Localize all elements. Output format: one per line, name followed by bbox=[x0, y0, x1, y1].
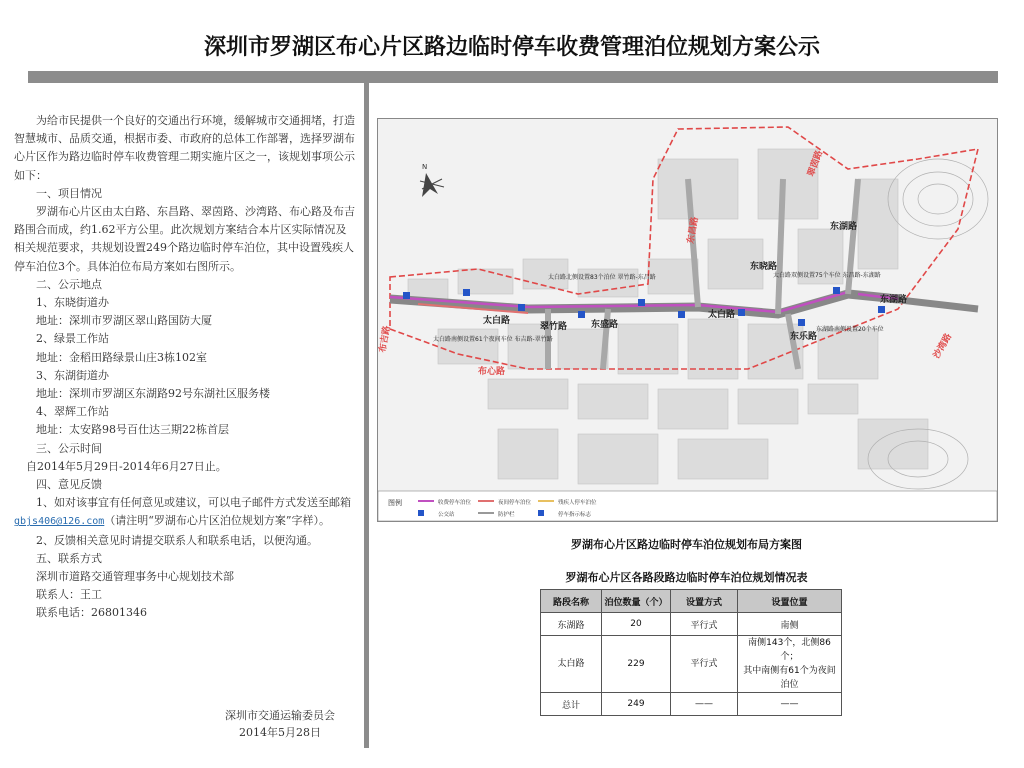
contact-phone: 联系电话：26801346 bbox=[36, 606, 147, 620]
road-label-buxin: 布心路 bbox=[478, 367, 506, 377]
site-1-name: 1、东晓街道办 bbox=[36, 296, 109, 310]
road-label-dongle: 东乐路 bbox=[790, 332, 818, 342]
page-title: 深圳市罗湖区布心片区路边临时停车收费管理泊位规划方案公示 bbox=[203, 35, 820, 60]
table-caption: 罗湖布心片区各路段路边临时停车泊位规划情况表 bbox=[565, 571, 808, 584]
road-label-cuiyin: 翠茵路 bbox=[806, 149, 826, 179]
site-4-name: 4、翠辉工作站 bbox=[36, 405, 109, 419]
legend-item-bus: 公交站 bbox=[438, 512, 455, 518]
map-note-2: 太白路南侧设置61个夜间车位 布吉路-翠竹路 bbox=[433, 336, 553, 343]
cell-count: 229 bbox=[602, 636, 671, 693]
table-row-total bbox=[541, 693, 842, 716]
cell-position: —— bbox=[738, 693, 842, 716]
cell-position-line-1: 南侧143个，北侧86个； bbox=[748, 638, 831, 662]
cell-road: 东湖路 bbox=[541, 613, 602, 636]
site-1-address: 地址：深圳市罗湖区翠山路国防大厦 bbox=[36, 314, 212, 328]
svg-text:N: N bbox=[422, 163, 428, 171]
legend-item-night: 夜间停车泊位 bbox=[498, 500, 532, 506]
cell-road: 太白路 bbox=[541, 636, 602, 693]
section-5-title: 五、联系方式 bbox=[36, 551, 102, 565]
notice-intro: 为给市民提供一个良好的交通出行环境，缓解城市交通拥堵，打造智慧城市、品质交通，根据市委、市政府的总体工作部署，选择罗湖布心片区作为路边临时停车收费管理二期实施片区之一，该规划事项公示如下： bbox=[14, 114, 355, 182]
map-note-3: 太白路双侧设置75个车位 东昌路-东湖路 bbox=[773, 272, 881, 279]
cell-position-line-2: 其中南侧有61个为夜间泊位 bbox=[743, 666, 836, 690]
parking-plan-table bbox=[540, 589, 842, 716]
feedback-1-text: 1、如对该事宜有任何意见或建议，可以电子邮件方式发送至邮箱 bbox=[36, 496, 351, 510]
road-label-dongxiao: 东晓路 bbox=[750, 262, 778, 272]
cell-position: 南侧 bbox=[738, 613, 842, 636]
section-1-body: 罗湖布心片区由太白路、东昌路、翠茵路、沙湾路、布心路及布吉路围合而成，约1.62平方公里。此次规划方案结合本片区实际情况及相关规范要求，共规划设置249个路边临时停车泊位，其中设置残疾人停车泊位3个。具体泊位布局方案如右图所示。 bbox=[14, 205, 355, 273]
legend-item-disabled: 残疾人停车泊位 bbox=[558, 500, 597, 506]
notice-text bbox=[14, 112, 356, 623]
section-2-title: 二、公示地点 bbox=[36, 277, 102, 291]
table-row bbox=[541, 613, 842, 636]
cell-mode: 平行式 bbox=[671, 636, 738, 693]
signature-date: 2014年5月28日 bbox=[239, 726, 321, 739]
table-row bbox=[541, 636, 842, 693]
road-label-donghu: 东湖路 bbox=[830, 222, 858, 232]
section-4-title: 四、意见反馈 bbox=[36, 478, 102, 492]
column-divider bbox=[364, 83, 369, 748]
section-3-title: 三、公示时间 bbox=[36, 441, 102, 455]
legend-item-fence: 防护栏 bbox=[498, 512, 515, 518]
section-1-title: 一、项目情况 bbox=[36, 186, 102, 200]
cell-count: 249 bbox=[602, 693, 671, 716]
contact-org: 深圳市道路交通管理事务中心规划技术部 bbox=[36, 570, 234, 584]
map-note-4: 东湖路南侧设置20个车位 bbox=[816, 326, 884, 333]
parking-layout-map bbox=[377, 118, 998, 522]
col-header-mode: 设置方式 bbox=[671, 590, 738, 613]
cell-mode: —— bbox=[671, 693, 738, 716]
site-3-address: 地址：深圳市罗湖区东湖路92号东湖社区服务楼 bbox=[36, 387, 270, 401]
map-legend bbox=[378, 491, 997, 521]
road-label-taibai-e: 太白路 bbox=[708, 310, 736, 320]
cell-count: 20 bbox=[602, 613, 671, 636]
col-header-road: 路段名称 bbox=[541, 590, 602, 613]
road-label-dongsheng: 东盛路 bbox=[591, 320, 619, 330]
map-note-1: 太白路北侧设置83个泊位 翠竹路-东昌路 bbox=[548, 274, 656, 281]
road-label-cuizhu: 翠竹路 bbox=[540, 322, 568, 332]
road-label-dongchang: 东昌路 bbox=[686, 216, 701, 245]
col-header-count: 泊位数量（个） bbox=[602, 590, 671, 613]
legend-item-charged: 收费停车泊位 bbox=[438, 500, 472, 506]
feedback-email-link[interactable]: gbjs406@126.com bbox=[14, 516, 105, 528]
legend-item-sign: 停车指示标志 bbox=[558, 512, 592, 518]
site-3-name: 3、东湖街道办 bbox=[36, 368, 109, 382]
cell-mode: 平行式 bbox=[671, 613, 738, 636]
map-caption: 罗湖布心片区路边临时停车泊位规划布局方案图 bbox=[571, 538, 802, 551]
signature-block bbox=[200, 707, 360, 741]
road-label-bujia: 布吉路 bbox=[378, 325, 393, 354]
feedback-1 bbox=[14, 494, 356, 531]
feedback-2: 2、反馈相关意见时请提交联系人和联系电话，以便沟通。 bbox=[36, 533, 318, 547]
site-4-address: 地址：太安路98号百仕达三期22栋首层 bbox=[36, 423, 229, 437]
cell-road: 总计 bbox=[541, 693, 602, 716]
table-header-row bbox=[541, 590, 842, 613]
col-header-position: 设置位置 bbox=[738, 590, 842, 613]
signature-org: 深圳市交通运输委员会 bbox=[225, 709, 335, 722]
road-label-shawan: 沙湾路 bbox=[931, 332, 955, 361]
road-label-donghu-east: 东湖路 bbox=[880, 295, 908, 305]
legend-title: 图例 bbox=[388, 499, 402, 507]
site-2-address: 地址：金稻田路绿景山庄3栋102室 bbox=[36, 350, 207, 364]
site-2-name: 2、绿景工作站 bbox=[36, 332, 109, 346]
feedback-1-note: （请注明“罗湖布心片区泊位规划方案”字样）。 bbox=[104, 514, 331, 528]
map-canvas bbox=[378, 119, 997, 521]
section-3-body: 自2014年5月29日-2014年6月27日止。 bbox=[26, 459, 227, 473]
cell-position bbox=[738, 636, 842, 693]
contact-person: 联系人：王工 bbox=[36, 588, 102, 602]
road-label-taibai-w: 太白路 bbox=[483, 316, 511, 326]
header-divider bbox=[28, 71, 998, 83]
